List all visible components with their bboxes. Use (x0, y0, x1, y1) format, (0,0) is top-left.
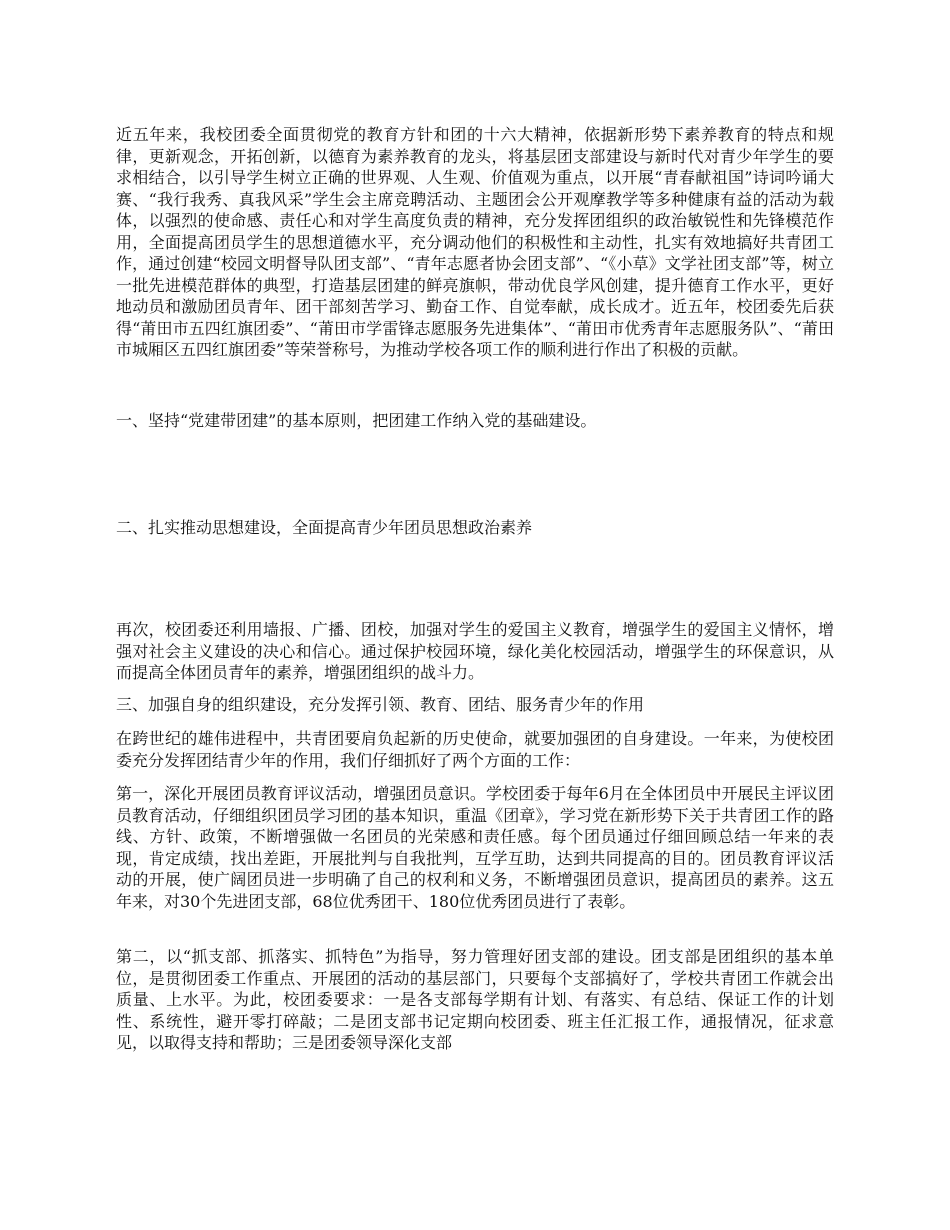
paragraph-patriotic-education: 再次，校团委还利用墙报、广播、团校，加强对学生的爱国主义教育，增强学生的爱国主义情怀，增强对社会主义建设的决心和信心。通过保护校园环境，绿化美化校园活动，增强学生的环保意识，从而提高全体团员青年的素养，增强团组织的战斗力。 (116, 620, 834, 682)
section-heading-1: 一、坚持“党建带团建”的基本原则，把团建工作纳入党的基础建设。 (116, 411, 597, 430)
paragraph-self-building: 在跨世纪的雄伟进程中，共青团要肩负起新的历史使命，就要加强团的自身建设。一年来，为使校团委充分发挥团结青少年的作用，我们仔细抓好了两个方面的工作： (116, 729, 834, 770)
section-heading-3: 三、加强自身的组织建设，充分发挥引领、教育、团结、服务青少年的作用 (116, 695, 645, 714)
intro-paragraph: 近五年来，我校团委全面贯彻党的教育方针和团的十六大精神，依据新形势下素养教育的特点和规律，更新观念，开拓创新，以德育为素养教育的龙头，将基层团支部建设与新时代对青少年学生的要求相结合，以引导学生树立正确的世界观、人生观、价值观为重点，以开展“青春献祖国”诗词吟诵大赛、“我行我秀、真我风采”学生会主席竞聘活动、主题团会公开观摩教学等多种健康有益的活动为载体，以强烈的使命感、责任心和对学生高度负责的精神，充分发挥团组织的政治敏锐性和先锋模范作用，全面提高团员学生的思想道德水平，充分调动他们的积极性和主动性，扎实有效地搞好共青团工作，通过创建“校园文明督导队团支部”、“青年志愿者协会团支部”、“《小草》文学社团支部”等，树立一批先进模范群体的典型，打造基层团建的鲜亮旗帜，带动优良学风创建，提升德育工作水平，更好地动员和激励团员青年、团干部刻苦学习、勤奋工作、自觉奉献，成长成才。近五年，校团委先后获得“莆田市五四红旗团委”、“莆田市学雷锋志愿服务先进集体”、“莆田市优秀青年志愿服务队”、“莆田市城厢区五四红旗团委”等荣誉称号，为推动学校各项工作的顺利进行作出了积极的贡献。 (116, 125, 834, 359)
paragraph-second-point: 第二，以“抓支部、抓落实、抓特色”为指导，努力管理好团支部的建设。团支部是团组织的基本单位，是贯彻团委工作重点、开展团的活动的基层部门，只要每个支部搞好了，学校共青团工作就会出质量、上水平。为此，校团委要求：一是各支部每学期有计划、有落实、有总结、保证工作的计划性、系统性，避开零打碎敲；二是团支部书记定期向校团委、班主任汇报工作，通报情况，征求意见，以取得支持和帮助；三是团委领导深化支部 (116, 947, 834, 1052)
document-body (116, 124, 834, 1054)
section-heading-2: 二、扎实推动思想建设，全面提高青少年团员思想政治素养 (116, 518, 533, 537)
paragraph-first-point: 第一，深化开展团员教育评议活动，增强团员意识。学校团委于每年6月在全体团员中开展民主评议团员教育活动，仔细组织团员学习团的基本知识，重温《团章》，学习党在新形势下关于共青团工作的路线、方针、政策，不断增强做一名团员的光荣感和责任感。每个团员通过仔细回顾总结一年来的表现，肯定成绩，找出差距，开展批判与自我批判，互学互助，达到共同提高的目的。团员教育评议活动的开展，使广阔团员进一步明确了自己的权利和义务，不断增强团员意识，提高团员的素养。这五年来，对30个先进团支部，68位优秀团干、180位优秀团员进行了表彰。 (116, 784, 834, 911)
